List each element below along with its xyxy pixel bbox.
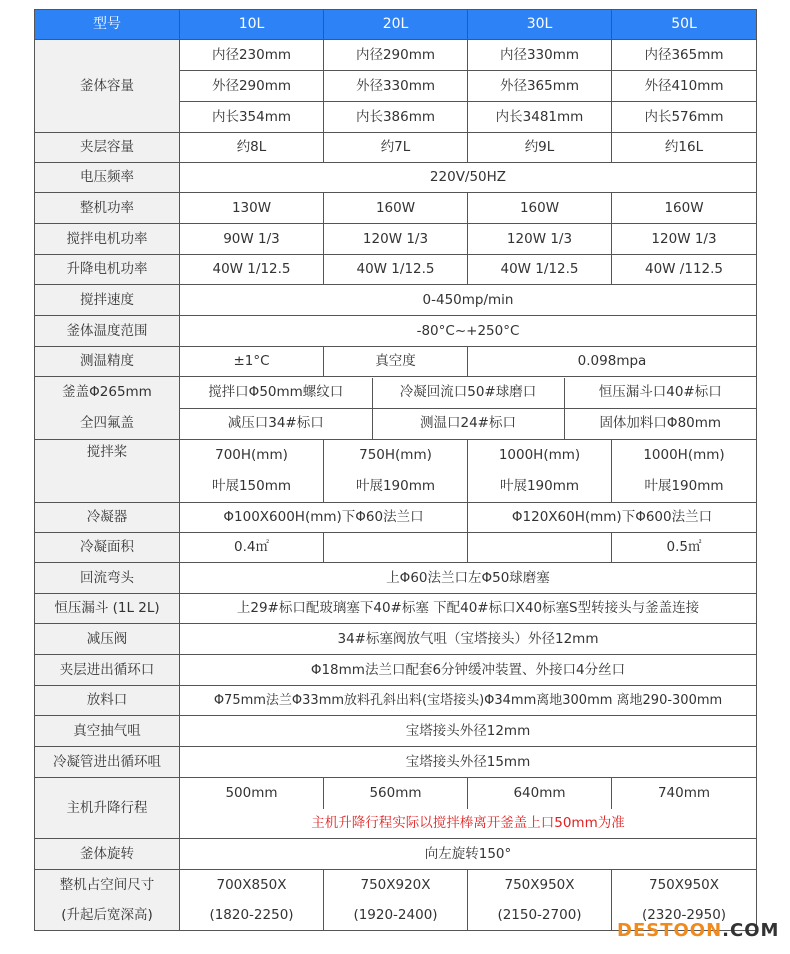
row-label: 主机升降行程 (35, 778, 180, 839)
cell: 冷凝回流口50#球磨口 (372, 378, 564, 409)
row-label: 冷凝管进出循环咀 (35, 747, 180, 778)
cell: 外径330mm (324, 71, 468, 102)
table-row (35, 778, 757, 809)
header-50l: 50L (612, 10, 757, 40)
table-row (35, 224, 757, 255)
cell: 40W 1/12.5 (468, 255, 612, 285)
header-30l: 30L (468, 10, 612, 40)
cell: 220V/50HZ (180, 163, 757, 193)
table-row (35, 716, 757, 747)
cell: 160W (612, 193, 757, 224)
row-label: 夹层进出循环口 (35, 655, 180, 686)
cell: 宝塔接头外径12mm (180, 716, 757, 747)
lid-ports-cell (180, 377, 757, 440)
table-row (35, 285, 757, 316)
cell: 约8L (180, 133, 324, 163)
table-row (35, 377, 757, 440)
cell: 内径365mm (612, 40, 757, 71)
cell: 40W 1/12.5 (324, 255, 468, 285)
cell: 内长354mm (180, 102, 324, 133)
travel-note: 主机升降行程实际以搅拌棒离开釜盖上口50mm为准 (180, 809, 757, 839)
row-label: 夹层容量 (35, 133, 180, 163)
row-label (35, 377, 180, 440)
table-row (35, 686, 757, 716)
table-row (35, 655, 757, 686)
cell: 内长3481mm (468, 102, 612, 133)
row-label: 冷凝器 (35, 503, 180, 533)
cell: 内径230mm (180, 40, 324, 71)
table-row (35, 193, 757, 224)
row-label: 升降电机功率 (35, 255, 180, 285)
table-row (35, 533, 757, 563)
cell: 外径365mm (468, 71, 612, 102)
cell: 减压口34#标口 (180, 408, 372, 439)
table-row (35, 316, 757, 347)
table-row (35, 163, 757, 193)
cell: 750X950X (2150-2700) (468, 870, 612, 931)
cell: 宝塔接头外径15mm (180, 747, 757, 778)
cell: Φ120X60H(mm)下Φ600法兰口 (468, 503, 757, 533)
cell: 120W 1/3 (468, 224, 612, 255)
lid-ports-grid (180, 378, 756, 439)
header-row (35, 10, 757, 40)
cell: 0.098mpa (468, 347, 757, 377)
table-row (35, 839, 757, 870)
cell: 约16L (612, 133, 757, 163)
cell: 外径290mm (180, 71, 324, 102)
cell: 640mm (468, 778, 612, 809)
cell: 160W (468, 193, 612, 224)
cell: Φ18mm法兰口配套6分钟缓冲装置、外接口4分丝口 (180, 655, 757, 686)
lid-label-2: 全四氟盖 (80, 415, 134, 431)
cell: 搅拌口Φ50mm螺纹口 (180, 378, 372, 409)
table-row (35, 255, 757, 285)
cell: 内径290mm (324, 40, 468, 71)
cell: 约9L (468, 133, 612, 163)
cell: 90W 1/3 (180, 224, 324, 255)
footprint-label-1: 整机占空间尺寸 (59, 877, 155, 893)
cell: 外径410mm (612, 71, 757, 102)
cell (324, 533, 468, 563)
table-row (35, 563, 757, 594)
table-row (35, 747, 757, 778)
cell: 0.4㎡ (180, 533, 324, 563)
cell: 560mm (324, 778, 468, 809)
cell: 0.5㎡ (612, 533, 757, 563)
header-10l: 10L (180, 10, 324, 40)
table-row (35, 40, 757, 71)
cell: 向左旋转150° (180, 839, 757, 870)
cell: 750X920X (1920-2400) (324, 870, 468, 931)
watermark-logo: DESTOON.COM (617, 920, 780, 941)
cell: 750H(mm) 叶展190mm (324, 440, 468, 503)
cell: Φ75mm法兰Φ33mm放料孔斜出料(宝塔接头)Φ34mm离地300mm 离地290-300mm (180, 686, 757, 716)
cell: 700X850X (1820-2250) (180, 870, 324, 931)
cell: 内径330mm (468, 40, 612, 71)
header-20l: 20L (324, 10, 468, 40)
cell: 固体加料口Φ80mm (564, 408, 756, 439)
cell: 1000H(mm) 叶展190mm (612, 440, 757, 503)
cell: 上29#标口配玻璃塞下40#标塞 下配40#标口X40标塞S型转接头与釜盖连接 (180, 594, 757, 624)
cell: 160W (324, 193, 468, 224)
cell: 34#标塞阀放气咀（宝塔接头）外径12mm (180, 624, 757, 655)
cell: 500mm (180, 778, 324, 809)
table-row (35, 624, 757, 655)
row-label: 冷凝面积 (35, 533, 180, 563)
cell: 120W 1/3 (612, 224, 757, 255)
footprint-label-2: (升起后宽深高) (61, 907, 153, 923)
row-label: 测温精度 (35, 347, 180, 377)
cell: 750X950X (2320-2950) (612, 870, 757, 931)
table-row (35, 133, 757, 163)
cell: 约7L (324, 133, 468, 163)
cell: 测温口24#标口 (372, 408, 564, 439)
cell: 内长386mm (324, 102, 468, 133)
row-label (35, 870, 180, 931)
row-label: 搅拌速度 (35, 285, 180, 316)
row-label: 电压频率 (35, 163, 180, 193)
cell: 真空度 (324, 347, 468, 377)
row-label: 恒压漏斗 (1L 2L) (35, 594, 180, 624)
cell: 上Φ60法兰口左Φ50球磨塞 (180, 563, 757, 594)
table-row (35, 594, 757, 624)
row-label: 整机功率 (35, 193, 180, 224)
table-row (35, 347, 757, 377)
cell: 0-450mp/min (180, 285, 757, 316)
cell: 740mm (612, 778, 757, 809)
cell: 40W /112.5 (612, 255, 757, 285)
cell: Φ100X600H(mm)下Φ60法兰口 (180, 503, 468, 533)
row-label: 搅拌电机功率 (35, 224, 180, 255)
lid-label-1: 釜盖Φ265mm (62, 384, 152, 400)
cell: 恒压漏斗口40#标口 (564, 378, 756, 409)
cell: 130W (180, 193, 324, 224)
spec-table (34, 9, 757, 931)
cell: 40W 1/12.5 (180, 255, 324, 285)
cell: 1000H(mm) 叶展190mm (468, 440, 612, 503)
cell: 120W 1/3 (324, 224, 468, 255)
cell (468, 533, 612, 563)
header-model: 型号 (35, 10, 180, 40)
row-label: 釜体容量 (35, 40, 180, 133)
row-label: 釜体旋转 (35, 839, 180, 870)
row-label: 放料口 (35, 686, 180, 716)
cell: 700H(mm) 叶展150mm (180, 440, 324, 503)
cell: -80°C~+250°C (180, 316, 757, 347)
row-label: 釜体温度范围 (35, 316, 180, 347)
row-label: 减压阀 (35, 624, 180, 655)
cell: 内长576mm (612, 102, 757, 133)
table-row (35, 503, 757, 533)
row-label: 真空抽气咀 (35, 716, 180, 747)
row-label: 回流弯头 (35, 563, 180, 594)
table-row (35, 440, 757, 503)
cell: ±1°C (180, 347, 324, 377)
row-label: 搅拌桨 (35, 440, 180, 503)
